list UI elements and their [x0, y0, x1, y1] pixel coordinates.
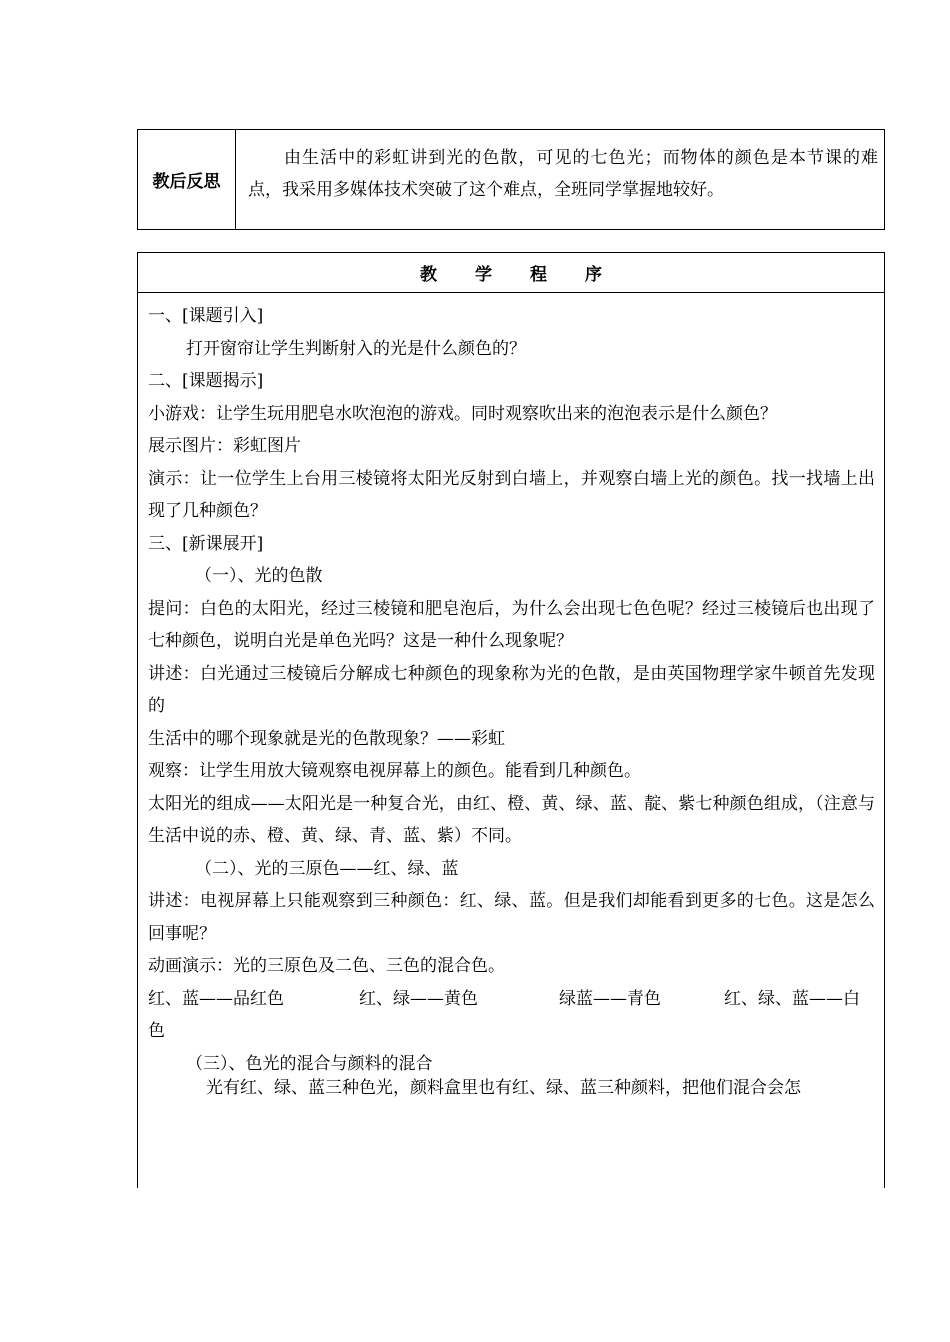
color-mix-row [148, 983, 875, 1016]
paragraph: 动画演示：光的三原色及二色、三色的混合色。 [148, 956, 505, 976]
color-mix-item: 绿蓝——青色 [559, 988, 661, 1009]
paragraph: 光有红、绿、蓝三种色光，颜料盒里也有红、绿、蓝三种颜料，把他们混合会怎 [206, 1078, 801, 1098]
paragraph: 打开窗帘让学生判断射入的光是什么颜色的？ [186, 338, 526, 359]
section-heading: 一、[课题引入] [148, 306, 264, 326]
procedure-header: 教学程序 [138, 253, 884, 293]
procedure-table [137, 252, 885, 1188]
section-heading: 三、[新课展开] [148, 533, 264, 554]
paragraph: 提问：白色的太阳光，经过三棱镜和肥皂泡后，为什么会出现七色色呢？经过三棱镜后也出现了七种颜色，说明白光是单色光吗？这是一种什么现象呢？ [148, 598, 875, 651]
paragraph: 色 [148, 1021, 165, 1041]
paragraph: 讲述：白光通过三棱镜后分解成七种颜色的现象称为光的色散，是由英国物理学家牛顿首先发现的 [148, 663, 875, 716]
paragraph: 讲述：电视屏幕上只能观察到三种颜色：红、绿、蓝。但是我们却能看到更多的七色。这是怎么回事呢？ [148, 891, 875, 944]
reflection-label: 教后反思 [138, 130, 236, 229]
paragraph: 小游戏：让学生玩用肥皂水吹泡泡的游戏。同时观察吹出来的泡泡表示是什么颜色？ [148, 403, 777, 424]
paragraph: 生活中的哪个现象就是光的色散现象？——彩虹 [148, 728, 505, 749]
reflection-text: 由生活中的彩虹讲到光的色散，可见的七色光；而物体的颜色是本节课的难点，我采用多媒体技术突破了这个难点，全班同学掌握地较好。 [248, 148, 878, 200]
paragraph: 太阳光的组成——太阳光是一种复合光，由红、橙、黄、绿、蓝、靛、紫七种颜色组成，（注意与生活中说的赤、橙、黄、绿、青、蓝、紫）不同。 [148, 793, 875, 846]
color-mix-item: 红、蓝——品红色 [148, 988, 284, 1009]
color-mix-item: 红、绿、蓝——白 [724, 988, 860, 1009]
subsection-heading: （二）、光的三原色——红、绿、蓝 [195, 858, 459, 879]
section-heading: 二、[课题揭示] [148, 371, 264, 391]
paragraph: 展示图片：彩虹图片 [148, 436, 301, 456]
color-mix-item: 红、绿——黄色 [359, 988, 478, 1009]
paragraph: 观察：让学生用放大镜观察电视屏幕上的颜色。能看到几种颜色。 [148, 761, 641, 781]
paragraph: 演示：让一位学生上台用三棱镜将太阳光反射到白墙上，并观察白墙上光的颜色。找一找墙上出现了几种颜色？ [148, 468, 875, 521]
procedure-body [148, 300, 875, 1105]
subsection-heading: （三）、色光的混合与颜料的混合 [186, 1053, 433, 1074]
reflection-table [137, 129, 885, 230]
subsection-heading: （一）、光的色散 [195, 566, 323, 586]
